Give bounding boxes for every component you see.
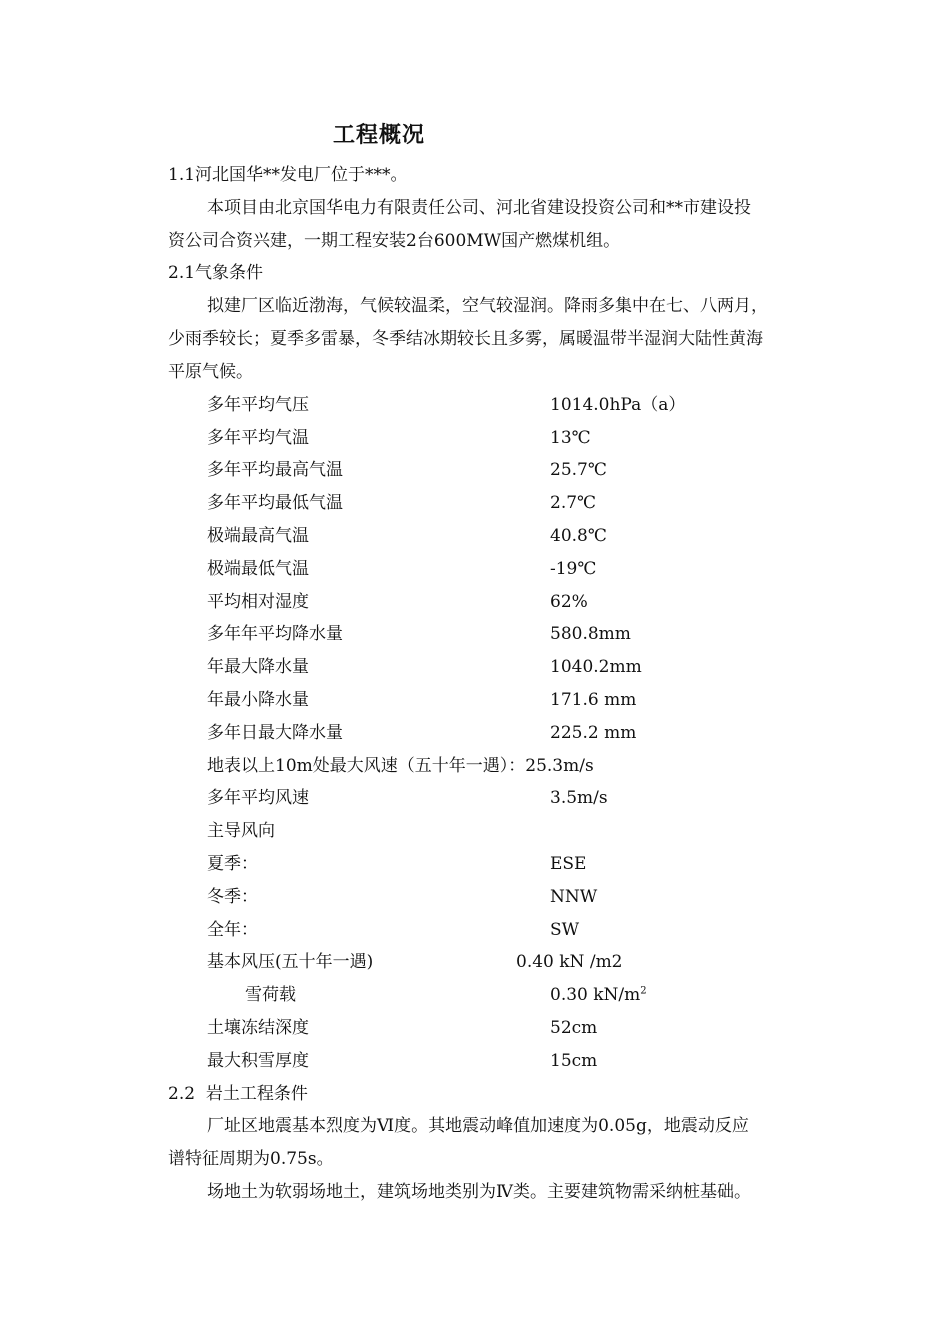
wind-direction-value: NNW (550, 887, 598, 907)
wind-direction-label: 全年： (207, 920, 258, 940)
climate-row (0, 557, 950, 581)
climate-row (0, 426, 950, 450)
paragraph-weather-line-1: 拟建厂区临近渤海，气候较温柔，空气较湿润。降雨多集中在七、八两月， (207, 296, 768, 316)
climate-label: 多年平均最低气温 (207, 493, 343, 513)
max-snow-label: 最大积雪厚度 (207, 1051, 309, 1071)
climate-value: 40.8℃ (550, 526, 607, 546)
climate-label: 多年年平均降水量 (207, 624, 343, 644)
climate-value: 62% (550, 592, 588, 612)
climate-label: 多年日最大降水量 (207, 723, 343, 743)
climate-value: 225.2 mm (550, 723, 637, 743)
climate-row (0, 491, 950, 515)
wind-avg-label: 多年平均风速 (207, 788, 309, 808)
wind-direction-row (0, 885, 950, 909)
climate-value: -19℃ (550, 559, 597, 579)
climate-label: 极端最低气温 (207, 559, 309, 579)
climate-value: 171.6 mm (550, 690, 637, 710)
climate-value: 1014.0hPa（a） (550, 395, 686, 415)
climate-value: 25.7℃ (550, 460, 607, 480)
section-heading-weather: 2.1气象条件 (168, 263, 264, 283)
frost-depth-label: 土壤冻结深度 (207, 1018, 309, 1038)
snow-load-superscript: 2 (640, 985, 647, 997)
wind-direction-label: 冬季： (207, 887, 258, 907)
wind-direction-label: 夏季： (207, 854, 258, 874)
climate-value: 13℃ (550, 428, 591, 448)
snow-load-label: 雪荷载 (245, 985, 296, 1005)
frost-depth-row (0, 1016, 950, 1040)
max-snow-row (0, 1049, 950, 1073)
climate-row (0, 393, 950, 417)
wind-direction-row (0, 918, 950, 942)
climate-row (0, 721, 950, 745)
paragraph-geotech-line-2: 谱特征周期为0.75s。 (168, 1149, 334, 1169)
paragraph-weather-line-2: 少雨季较长；夏季多雷暴，冬季结冰期较长且多雾，属暖温带半湿润大陆性黄海 (168, 329, 763, 349)
max-wind-speed-line: 地表以上10m处最大风速（五十年一遇）：25.3m/s (207, 756, 594, 776)
paragraph-geotech-line-1: 厂址区地震基本烈度为Ⅵ度。其地震动峰值加速度为0.05g，地震动反应 (207, 1116, 749, 1136)
paragraph-project-line-1: 本项目由北京国华电力有限责任公司、河北省建设投资公司和**市建设投 (207, 198, 751, 218)
wind-avg-value: 3.5m/s (550, 788, 608, 808)
wind-direction-heading: 主导风向 (207, 821, 275, 841)
max-snow-value: 15cm (550, 1051, 598, 1071)
base-wind-pressure-label: 基本风压(五十年一遇) (207, 952, 374, 972)
climate-row (0, 590, 950, 614)
climate-label: 极端最高气温 (207, 526, 309, 546)
climate-value: 580.8mm (550, 624, 631, 644)
paragraph-weather-line-3: 平原气候。 (168, 362, 253, 382)
wind-direction-value: SW (550, 920, 580, 940)
paragraph-site-soil: 场地土为软弱场地土，建筑场地类别为Ⅳ类。主要建筑物需采纳桩基础。 (207, 1182, 751, 1202)
climate-label: 多年平均气压 (207, 395, 309, 415)
document-title: 工程概况 (333, 123, 426, 148)
climate-label: 平均相对湿度 (207, 592, 309, 612)
climate-label: 多年平均最高气温 (207, 460, 343, 480)
snow-load-value: 0.30 kN/m (550, 985, 641, 1005)
section-heading-location: 1.1河北国华**发电厂位于***。 (168, 165, 408, 185)
snow-load-row (0, 983, 950, 1007)
section-heading-geotech: 2.2 岩土工程条件 (168, 1084, 308, 1104)
climate-row (0, 688, 950, 712)
frost-depth-value: 52cm (550, 1018, 598, 1038)
climate-row (0, 622, 950, 646)
wind-direction-value: ESE (550, 854, 587, 874)
climate-label: 年最小降水量 (207, 690, 309, 710)
base-wind-pressure-value: 0.40 kN /m2 (516, 952, 623, 972)
snow-load-value-wrap (550, 983, 647, 1007)
wind-avg-row (0, 786, 950, 810)
wind-direction-row (0, 852, 950, 876)
climate-label: 多年平均气温 (207, 428, 309, 448)
base-wind-pressure-row (0, 950, 950, 974)
climate-value: 2.7℃ (550, 493, 597, 513)
climate-row (0, 655, 950, 679)
climate-label: 年最大降水量 (207, 657, 309, 677)
climate-value: 1040.2mm (550, 657, 642, 677)
climate-row (0, 458, 950, 482)
climate-row (0, 524, 950, 548)
paragraph-project-line-2: 资公司合资兴建，一期工程安装2台600MW国产燃煤机组。 (168, 231, 621, 251)
